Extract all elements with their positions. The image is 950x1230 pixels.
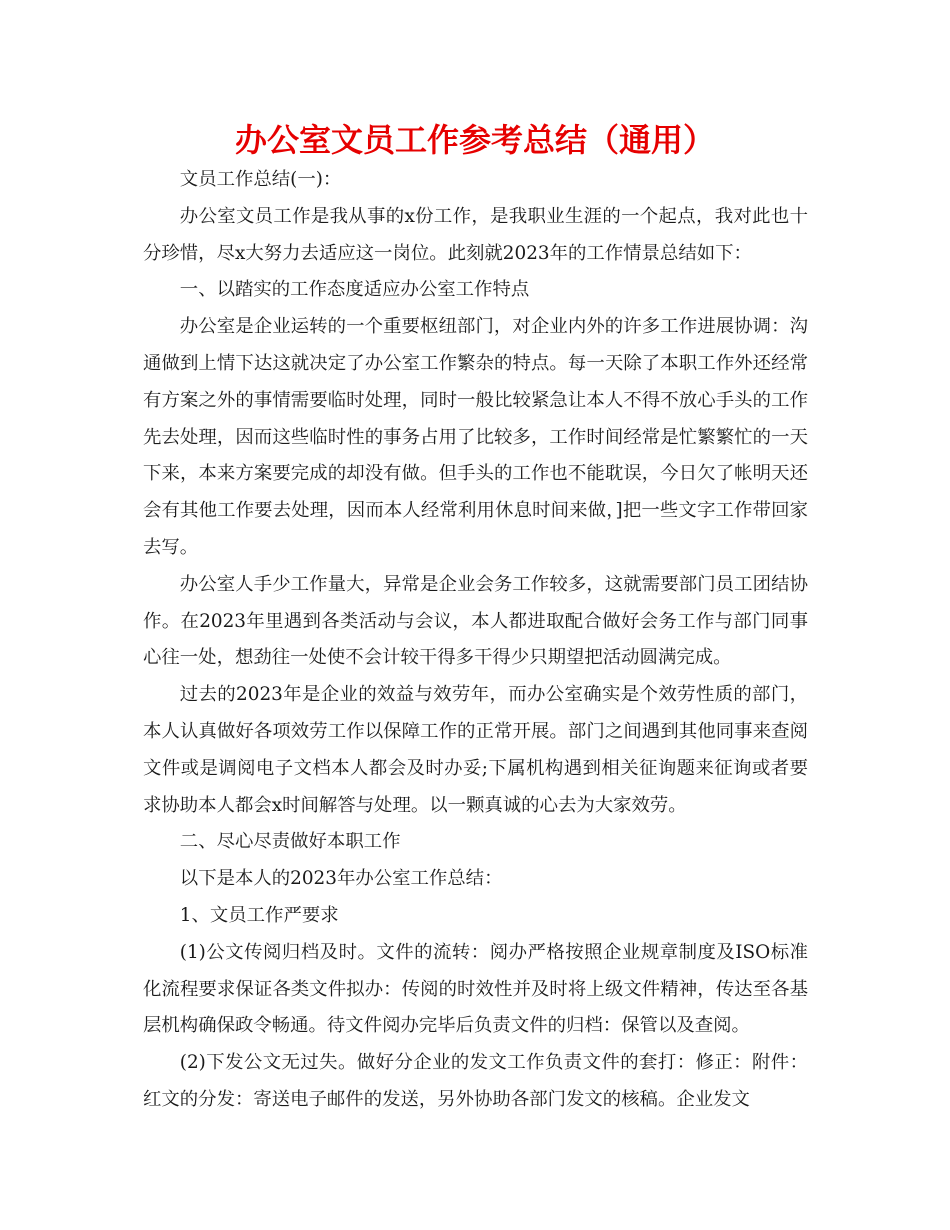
subsection-heading: 1、文员工作严要求 bbox=[179, 904, 339, 926]
paragraph: 过去的2023年是企业的效益与效劳年，而办公室确实是个效劳性质的部门，本人认真做好各项效劳工作以保障工作的正常开展。部门之间遇到其他同事来查阅文件或是调阅电子文档本人都会及时办妥;下属机构遇到相关征询题来征询或者要求协助本人都会x时间解答与处理。以一颗真诚的心去为大家效劳。 bbox=[143, 684, 808, 816]
paragraph: 办公室文员工作是我从事的x份工作，是我职业生涯的一个起点，我对此也十分珍惜，尽x大努力去适应这一岗位。此刻就2023年的工作情景总结如下： bbox=[143, 205, 808, 264]
section-heading: 一、以踏实的工作态度适应办公室工作特点 bbox=[179, 279, 530, 301]
paragraph: (1)公文传阅归档及时。文件的流转：阅办严格按照企业规章制度及ISO标准化流程要求保证各类文件拟办：传阅的时效性并及时将上级文件精神，传达至各基层机构确保政令畅通。待文件阅办完毕后负责文件的归档：保管以及查阅。 bbox=[143, 941, 808, 1037]
document-title: 办公室文员工作参考总结（通用） bbox=[234, 121, 715, 159]
paragraph: 办公室是企业运转的一个重要枢纽部门，对企业内外的许多工作进展协调：沟通做到上情下达这就决定了办公室工作繁杂的特点。每一天除了本职工作外还经常有方案之外的事情需要临时处理，同时一般比较紧急让本人不得不放心手头的工作先去处理，因而这些临时性的事务占用了比较多，工作时间经常是忙繁繁忙的一天下来，本来方案要完成的却没有做。但手头的工作也不能耽误，今日欠了帐明天还会有其他工作要去处理，因而本人经常利用休息时间来做，]把一些文字工作带回家去写。 bbox=[143, 316, 808, 558]
paragraph: (2)下发公文无过失。做好分企业的发文工作负责文件的套打：修正：附件：红文的分发：寄送电子邮件的发送，另外协助各部门发文的核稿。企业发文 bbox=[143, 1052, 808, 1110]
document-body bbox=[143, 162, 808, 1119]
section-heading: 二、尽心尽责做好本职工作 bbox=[179, 831, 401, 853]
paragraph-intro-heading: 文员工作总结(一)： bbox=[179, 169, 342, 190]
paragraph: 办公室人手少工作量大，异常是企业会务工作较多，这就需要部门员工团结协作。在2023年里遇到各类活动与会议，本人都进取配合做好会务工作与部门同事心往一处，想劲往一处使不会计较干得多干得少只期望把活动圆满完成。 bbox=[143, 573, 808, 669]
paragraph: 以下是本人的2023年办公室工作总结： bbox=[179, 868, 503, 890]
